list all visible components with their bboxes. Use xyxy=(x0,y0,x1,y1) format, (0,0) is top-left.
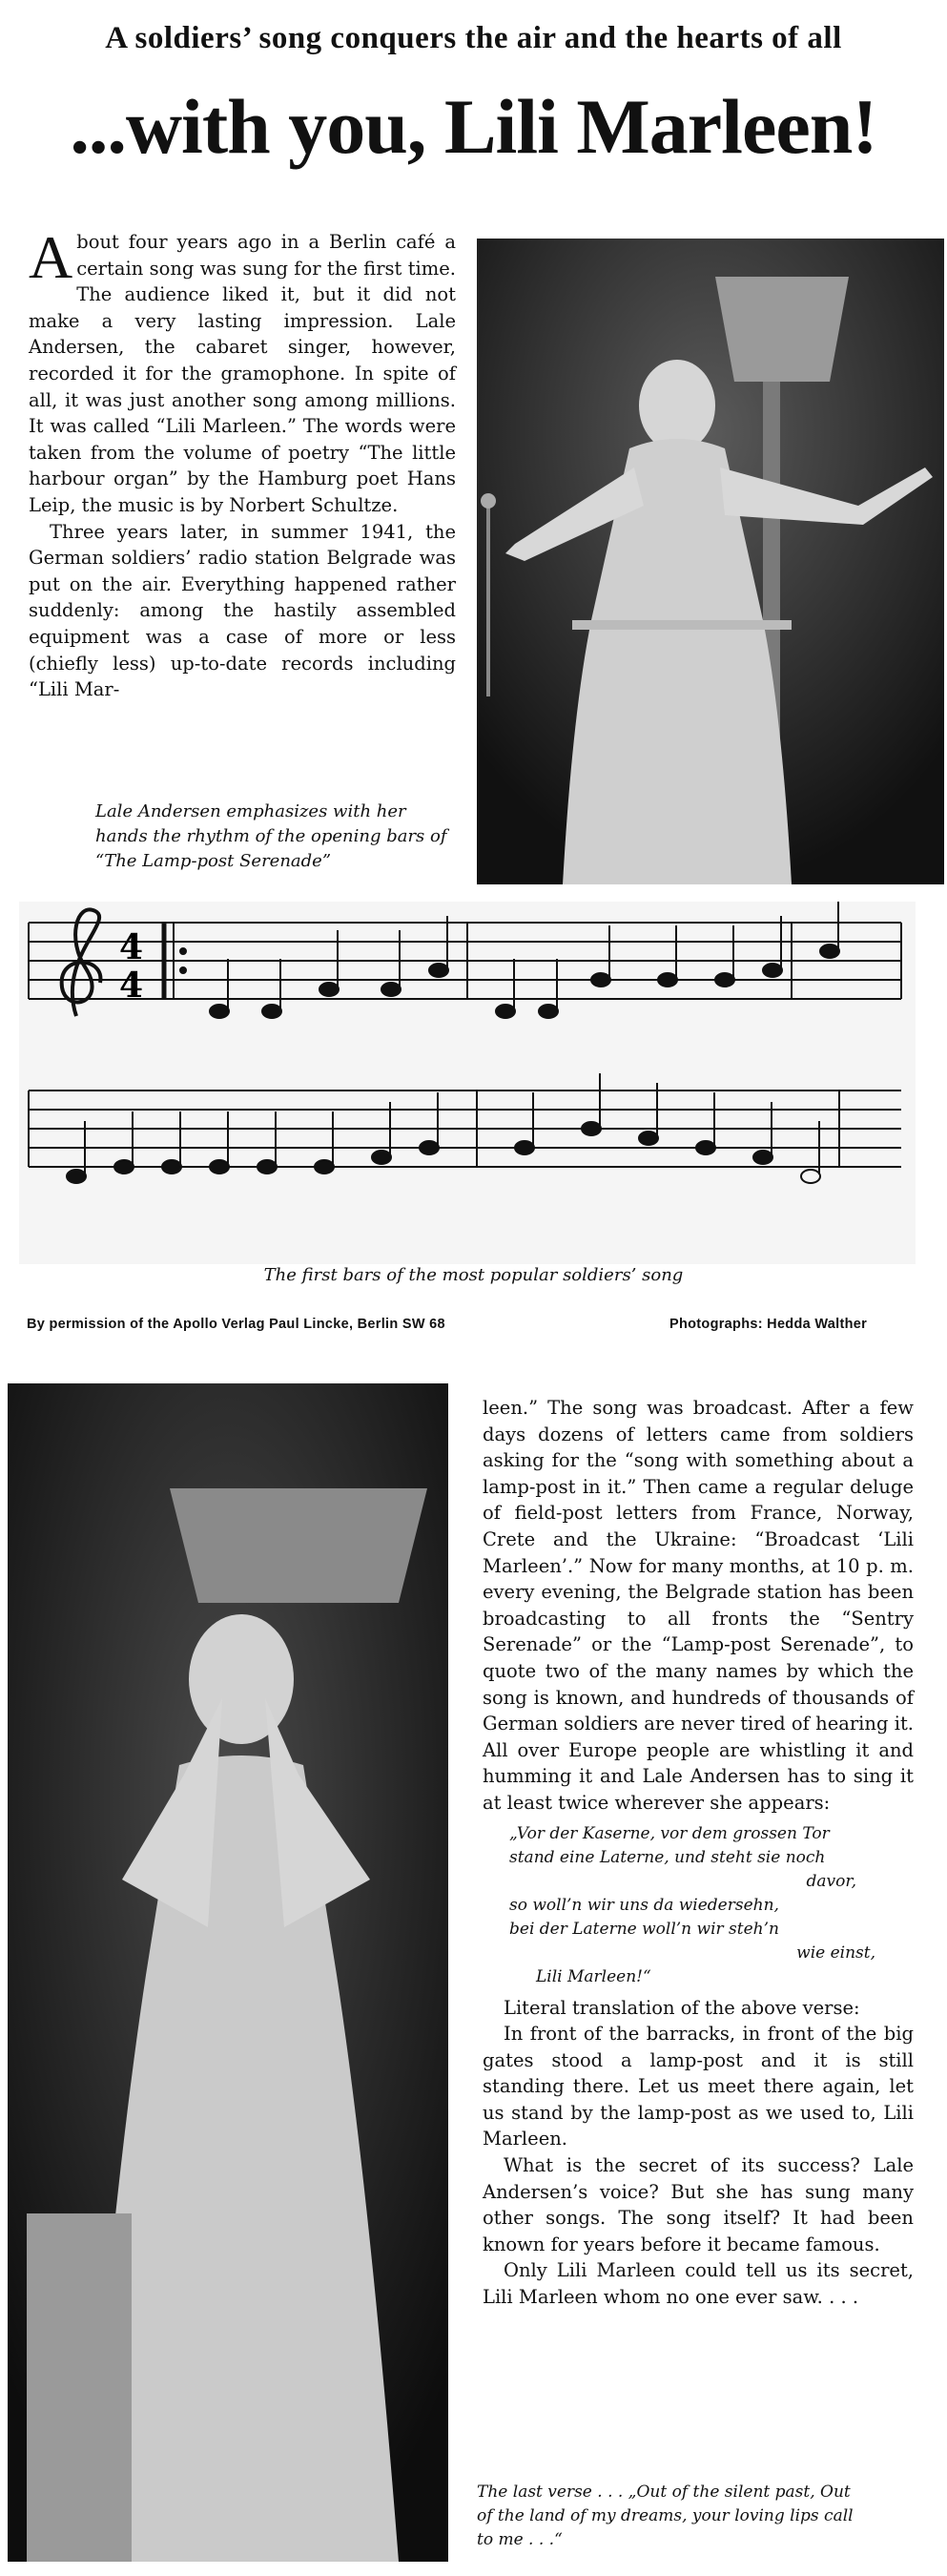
paragraph-5: In front of the barracks, in front of the big gates stood a lamp-post and it is still standing there. Let us meet there again, let us stand by the lamp-post as we used to, Lili Marleen. xyxy=(483,2023,914,2150)
photo-caption: Lale Andersen emphasizes with her hands the rhythm of the opening bars of “The Lamp-post Serenade” xyxy=(95,801,447,871)
singer-photo-lamp xyxy=(477,239,944,884)
song-lyrics xyxy=(509,1822,914,1989)
score-caption: The first bars of the most popular soldiers’ song xyxy=(263,1265,684,1285)
lyric-line: wie einst, xyxy=(796,1942,875,1963)
lyric-line: stand eine Laterne, und steht sie noch xyxy=(509,1847,826,1867)
sheet-music xyxy=(19,902,916,1264)
singer-photo-hands xyxy=(8,1383,448,2562)
lyric-line: Lili Marleen!“ xyxy=(536,1966,651,1986)
last-verse-caption: The last verse . . . „Out of the silent past, Out of the land of my dreams, your loving lips call to me . . .“ xyxy=(477,2483,854,2549)
lyric-line: bei der Laterne woll’n wir steh’n xyxy=(509,1919,779,1939)
lyric-line: davor, xyxy=(806,1871,856,1891)
paragraph-3: leen.” The song was broadcast. After a few days dozens of letters came from soldiers asking for the “song with something about a lamp-post in it.” Then came a regular deluge of field-post letters from France, Norway, Crete and the Ukraine: “Broadcast ‘Lili Marleen’.” Now for many months, at 10 p. m. every evening, the Belgrade station has been broadcasting to all fronts the “Sentry Serenade” or the “Lamp-post Serenade”, to quote two of the many names by which the song is known, and hundreds of thousands of German soldiers are never tired of hearing it. All over Europe people are whistling it and humming it and Lale Andersen has to sing it at least twice wherever she appears: xyxy=(483,1397,914,1814)
lyric-line: „Vor der Kaserne, vor dem grossen Tor xyxy=(509,1823,830,1843)
paragraph-4: Literal translation of the above verse: xyxy=(504,1996,860,2019)
lyric-line: so woll’n wir uns da wiedersehn, xyxy=(509,1895,779,1915)
photo-credit: Photographs: Hedda Walther xyxy=(669,1317,868,1332)
article-column-2 xyxy=(483,1395,914,2311)
time-signature-bottom: 4 xyxy=(119,966,144,1006)
article-column-1 xyxy=(29,223,456,703)
paragraph-7: Only Lili Marleen could tell us its secret, Lili Marleen whom no one ever saw. . . . xyxy=(483,2259,914,2309)
paragraph-6: What is the secret of its success? Lale Andersen’s voice? But she has sung many other songs. The song itself? It had been known for years before it became famous. xyxy=(483,2154,914,2255)
drop-cap: A xyxy=(29,223,73,291)
paragraph-1: bout four years ago in a Berlin café a certain song was sung for the first time. The audience liked it, but it did not make a very lasting impression. Lale Andersen, the cabaret singer, however, recorded it for the gramophone. In spite of all, it was just another song among millions. It was called “Lili Marleen.” The words were taken from the volume of poetry “The little harbour organ” by the Hamburg poet Hans Leip, the music is by Norbert Schultze. xyxy=(29,231,456,516)
music-credit: By permission of the Apollo Verlag Paul Lincke, Berlin SW 68 xyxy=(27,1317,445,1332)
kicker-headline: A soldiers’ song conquers the air and the hearts of all xyxy=(105,21,842,55)
paragraph-2: Three years later, in summer 1941, the German soldiers’ radio station Belgrade was put on the air. Everything happened rather suddenly: among the hastily assembled equipment was a case of more or less (chiefly less) up-to-date records including “Lili Mar- xyxy=(29,520,456,701)
main-headline: ...with you, Lili Marleen! xyxy=(70,83,877,170)
time-signature-top: 4 xyxy=(119,927,144,967)
